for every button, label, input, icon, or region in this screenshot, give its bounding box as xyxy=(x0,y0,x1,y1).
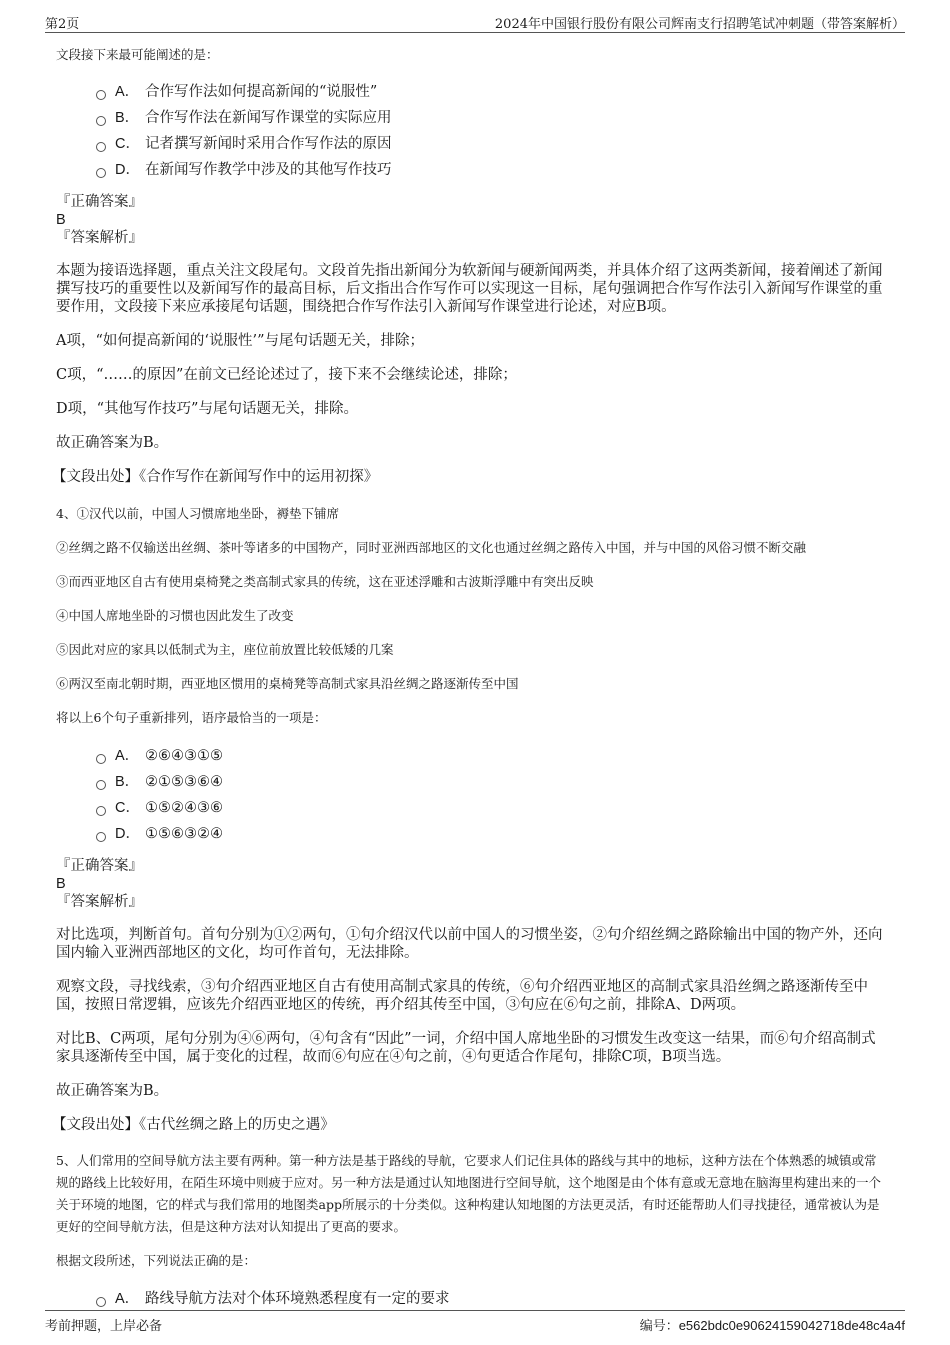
q3-analysis-p2: A项，“如何提高新闻的‘说服性’”与尾句话题无关，排除； xyxy=(56,333,425,349)
q4-option-d[interactable]: D． ①⑤⑥③②④ xyxy=(96,821,886,847)
q4-sentence-1: 4、①汉代以前，中国人习惯席地坐卧，褥垫下铺席 xyxy=(56,506,339,521)
q3-source: 【文段出处】《合作写作在新闻写作中的运用初探》 xyxy=(52,469,379,485)
q5-passage: 5、人们常用的空间导航方法主要有两种。第一种方法是基于路线的导航，它要求人们记住具体的路线与其中的地标，这种方法在个体熟悉的城镇或常规的路线上比较好用，在陌生环境中则疲于应对。另一种方法是通过认知地图进行空间导航，这个地图是由个体有意或无意地在脑海里构建出来的一个关于环境的地图，它的样式与我们常用的地图类app所展示的十分类似。这种构建认知地图的方法更灵活，有时还能帮助人们寻找捷径，通常被认为是更好的空间导航方法，但是这种方法对认知提出了更高的要求。 xyxy=(56,1153,882,1234)
q4-answer-label: 『正确答案』 xyxy=(56,858,143,874)
q5-option-a[interactable]: A． 路线导航方法对个体环境熟悉程度有一定的要求 xyxy=(96,1286,886,1312)
q4-sentence-3: ③而西亚地区自古有使用桌椅凳之类高制式家具的传统，这在亚述浮雕和古波斯浮雕中有突出反映 xyxy=(56,574,594,589)
q4-source: 【文段出处】《古代丝绸之路上的历史之遇》 xyxy=(52,1117,335,1133)
radio-icon[interactable] xyxy=(96,116,106,126)
q4-sentence-6: ⑥两汉至南北朝时期，西亚地区惯用的桌椅凳等高制式家具沿丝绸之路逐渐传至中国 xyxy=(56,676,519,691)
q4-sentence-2: ②丝绸之路不仅输送出丝绸、茶叶等诸多的中国物产，同时亚洲西部地区的文化也通过丝绸之路传入中国，并与中国的风俗习惯不断交融 xyxy=(56,540,807,555)
q4-sentence-4: ④中国人席地坐卧的习惯也因此发生了改变 xyxy=(56,608,294,623)
document-title: 2024年中国银行股份有限公司辉南支行招聘笔试冲刺题（带答案解析） xyxy=(494,17,905,32)
radio-icon[interactable] xyxy=(96,142,106,152)
page-content xyxy=(52,45,886,1322)
q4-analysis-label: 『答案解析』 xyxy=(56,894,143,910)
q4-analysis-p4: 故正确答案为B。 xyxy=(56,1083,169,1099)
q3-analysis-p3: C项，“……的原因”在前文已经论述过了，接下来不会继续论述，排除； xyxy=(56,367,517,383)
q3-option-c[interactable]: C． 记者撰写新闻时采用合作写作法的原因 xyxy=(96,131,886,157)
q3-answer-label: 『正确答案』 xyxy=(56,194,143,210)
q4-prompt: 将以上6个句子重新排列，语序最恰当的一项是： xyxy=(56,710,327,725)
q3-option-b[interactable]: B． 合作写作法在新闻写作课堂的实际应用 xyxy=(96,105,886,131)
q4-answer: B xyxy=(56,876,66,892)
radio-icon[interactable] xyxy=(96,754,106,764)
q4-options xyxy=(96,743,886,847)
q5-options xyxy=(96,1286,886,1312)
q4-option-a[interactable]: A． ②⑥④③①⑤ xyxy=(96,743,886,769)
q3-prompt: 文段接下来最可能阐述的是： xyxy=(56,47,219,62)
q3-analysis-label: 『答案解析』 xyxy=(56,230,143,246)
page-header xyxy=(45,10,905,33)
radio-icon[interactable] xyxy=(96,806,106,816)
q4-analysis-p1: 对比选项，判断首句。首句分别为①②两句，①句介绍汉代以前中国人的习惯坐姿，②句介绍丝绸之路除输出中国的物产外，还向国内输入亚洲西部地区的文化，均可作首句，无法排除。 xyxy=(56,927,883,961)
q5-prompt: 根据文段所述，下列说法正确的是： xyxy=(56,1253,257,1268)
q3-analysis-p5: 故正确答案为B。 xyxy=(56,435,169,451)
radio-icon[interactable] xyxy=(96,780,106,790)
document-code: 编号：e562bdc0e90624159042718de48c4a4f xyxy=(639,1318,905,1333)
q3-analysis-p4: D项，“其他写作技巧”与尾句话题无关，排除。 xyxy=(56,401,358,417)
q4-sentence-5: ⑤因此对应的家具以低制式为主，座位前放置比较低矮的几案 xyxy=(56,642,394,657)
page-footer xyxy=(45,1310,905,1333)
q3-answer: B xyxy=(56,212,66,228)
q3-options xyxy=(96,79,886,183)
q3-analysis-p1: 本题为接语选择题，重点关注文段尾句。文段首先指出新闻分为软新闻与硬新闻两类，并具体介绍了这两类新闻，接着阐述了新闻撰写技巧的重要性以及新闻写作的最高目标，后文指出合作写作可以实现这一目标，尾句强调把合作写作法引入新闻写作课堂的重要作用，文段接下来应承接尾句话题，围绕把合作写作法引入新闻写作课堂进行论述，对应B项。 xyxy=(56,263,883,315)
q3-option-a[interactable]: A． 合作写作法如何提高新闻的“说服性” xyxy=(96,79,886,105)
radio-icon[interactable] xyxy=(96,832,106,842)
q4-option-b[interactable]: B． ②①⑤③⑥④ xyxy=(96,769,886,795)
radio-icon[interactable] xyxy=(96,168,106,178)
page-number: 第2页 xyxy=(45,17,80,32)
footer-slogan: 考前押题，上岸必备 xyxy=(45,1319,163,1334)
q4-analysis-p3: 对比B、C两项，尾句分别为④⑥两句，④句含有“因此”一词，介绍中国人席地坐卧的习惯发生改变这一结果，而⑥句介绍高制式家具逐渐传至中国，属于变化的过程，故而⑥句应在④句之前，④句更适合作尾句，排除C项，B项当选。 xyxy=(56,1031,876,1065)
q3-option-d[interactable]: D． 在新闻写作教学中涉及的其他写作技巧 xyxy=(96,157,886,183)
radio-icon[interactable] xyxy=(96,1297,106,1307)
radio-icon[interactable] xyxy=(96,90,106,100)
q4-option-c[interactable]: C． ①⑤②④③⑥ xyxy=(96,795,886,821)
q4-analysis-p2: 观察文段，寻找线索，③句介绍西亚地区自古有使用高制式家具的传统，⑥句介绍西亚地区的高制式家具沿丝绸之路逐渐传至中国，按照日常逻辑，应该先介绍西亚地区的传统，再介绍其传至中国，③句应在⑥句之前，排除A、D两项。 xyxy=(56,979,868,1013)
